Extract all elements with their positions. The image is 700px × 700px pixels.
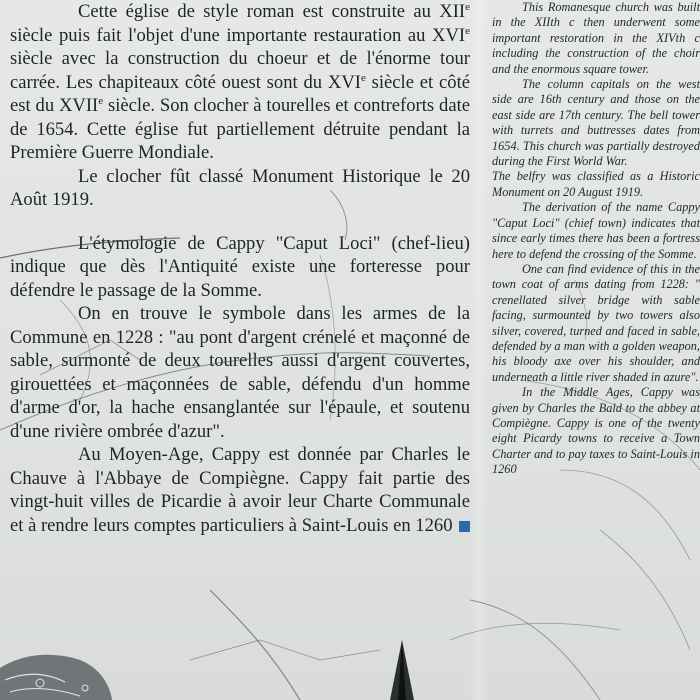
blue-square-marker-icon: [459, 521, 470, 532]
english-text-column: [492, 0, 700, 478]
english-paragraph-4: The derivation of the name Cappy "Caput Loci" (chief town) indicates that since early times there has been a fortress here to defend the crossing of the Somme.: [492, 200, 700, 261]
french-text-column: [10, 0, 470, 537]
english-paragraph-6: In the Middle Ages, Cappy was given by Charles the Bald to the abbey at Compiègne. Cappy is one of the twenty eight Picardy towns to receive a Town Charter and to pay taxes to Saint-Louis in 1260: [492, 385, 700, 477]
english-paragraph-5: One can find evidence of this in the town coat of arms dating from 1228: " crenellated silver bridge with sable facing, surmounted by two towers also silver, covered, turned and faced in sable, defended by a man with a golden weapon, his bloody axe over his shoulder, and underneath a little river shaded in azure".: [492, 261, 700, 384]
french-p1-part-1: Cette église de style roman est construite au XII: [78, 1, 466, 22]
french-paragraph-3: L'étymologie de Cappy "Caput Loci" (chef-lieu) indique que dès l'Antiquité existe une forteresse pour défendre le passage de la Somme.: [10, 232, 470, 301]
french-p1-part-5: siècle. Son clocher à tourelles et contreforts date de 1654. Cette église fut partiellement détruite pendant la Première Guerre Mondiale.: [10, 95, 470, 163]
french-p1-part-3: siècle avec la construction du choeur et de l'énorme tour carrée. Les chapiteaux côté ouest sont du XVI: [10, 48, 470, 93]
superscript: e: [465, 0, 470, 13]
french-paragraph-2: Le clocher fût classé Monument Historique le 20 Août 1919.: [10, 165, 470, 210]
french-p5-text: Au Moyen-Age, Cappy est donnée par Charles le Chauve à l'Abbaye de Compiègne. Cappy fait partie des vingt-huit villes de Picardie à avoir leur Charte Communale et à rendre leurs comptes particuliers à Saint-Louis en 1260: [10, 444, 470, 536]
french-p1-part-4: siècle et côté est du XVII: [10, 71, 470, 116]
french-paragraph-5: [10, 443, 470, 537]
french-p1-part-2: siècle puis fait l'objet d'une importante restauration au XVI: [10, 24, 466, 46]
english-paragraph-1: This Romanesque church was built in the XIIth c then underwent some important restoration in the XIVth c including the construction of the choir and the enormous square tower.: [492, 0, 700, 76]
english-paragraph-2: The column capitals on the west side are 16th century and those on the east side are 17th century. The bell tower with turrets and buttresses dates from 1654. This church was partially destroyed during the First World War.: [492, 77, 700, 169]
french-paragraph-1: [10, 0, 470, 165]
superscript: e: [98, 94, 104, 107]
french-paragraph-4: On en trouve le symbole dans les armes de la Commune en 1228 : "au pont d'argent crénelé et maçonné de sable, surmonté de deux tourelles aussi d'argent couvertes, girouettées et maçonnées de sable, défendu d'un homme d'arme d'or, la hache ensanglantée sur l'épaule, et soutenu d'une rivière ombrée d'azur".: [10, 303, 470, 442]
superscript: e: [360, 71, 366, 84]
column-divider: [470, 0, 488, 700]
english-paragraph-3: The belfry was classified as a Historic Monument on 20 August 1919.: [492, 169, 700, 199]
superscript: e: [465, 24, 470, 37]
